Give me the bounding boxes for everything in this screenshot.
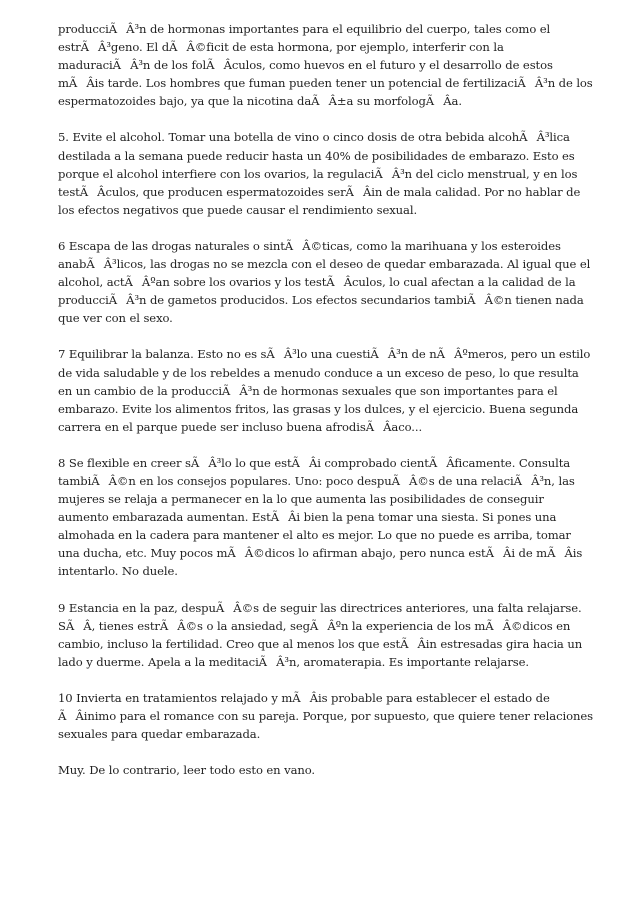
paragraph-weight: 7 Equilibrar la balanza. Esto no es sÃÂ³lo una cuestiÃÂ³n de nÃÂºmeros, pero un estilo de vida saludable y de los rebeldes a menudo conduce a un exceso de peso, lo que resulta en un cambio de la producciÃÂ³n de hormonas sexuales que son importantes para el embarazo. Evite los alimentos fritos, las grasas y los dulces, y el ejercicio. Buena segunda carrera en el parque puede ser incluso buena afrodisÃÂaco... — [58, 347, 591, 434]
document-page — [58, 20, 593, 797]
paragraph-flexible: 8 Se flexible en creer sÃÂ³lo lo que estÃÂi comprobado cientÃÂficamente. Consulta tambiÃÂ©n en los consejos populares. Uno: poco despuÃÂ©s de una relaciÃÂ³n, las mujeres se relaja a permanecer en la lo que aumenta las posibilidades de conseguir aumento embarazada aumentan. EstÃÂi bien la pena tomar una siesta. Si pones una almohada en la cadera para mantener el alto es mejor. Lo que no puede es arriba, tomar una ducha, etc. Muy pocos mÃÂ©dicos lo afirman abajo, pero nunca estÃÂi de mÃÂis intentarlo. No duele. — [58, 455, 583, 579]
paragraph-relax-treatments: 10 Invierta en tratamientos relajado y mÃÂis probable para establecer el estado de ÃÂinimo para el romance con su pareja. Porque, por supuesto, que quiere tener relaciones sexuales para quedar embarazada. — [58, 690, 593, 742]
paragraph-drugs: 6 Escapa de las drogas naturales o sintÃÂ©ticas, como la marihuana y los esteroides anabÃÂ³licos, las drogas no se mezcla con el deseo de quedar embarazada. Al igual que el alcohol, actÃÂºan sobre los ovarios y los testÃÂculos, lo cual afectan a la calidad de la producciÃÂ³n de gametos producidos. Los efectos secundarios tambiÃÂ©n tienen nada que ver con el sexo. — [58, 238, 591, 326]
paragraph-closing: Muy. De lo contrario, leer todo esto en vano. — [58, 763, 316, 778]
paragraph-hormones: producciÃÂ³n de hormonas importantes para el equilibrio del cuerpo, tales como el estrÃÂ³geno. El dÃÂ©ficit de esta hormona, por ejemplo, interferir con la maduraciÃÂ³n de los folÃÂculos, como huevos en el futuro y el desarrollo de estos mÃÂis tarde. Los hombres que fuman pueden tener un potencial de fertilizaciÃÂ³n de los espermatozoides bajo, ya que la nicotina daÃÂ±a su morfologÃÂa. — [58, 22, 593, 109]
paragraph-peace: 9 Estancia en la paz, despuÃÂ©s de seguir las directrices anteriores, una falta relajarse. SÃÂ, tienes estrÃÂ©s o la ansiedad, segÃÂºn la experiencia de los mÃÂ©dicos en cambio, incluso la fertilidad. Creo que al menos los que estÃÂin estresadas gira hacia un lado y duerme. Apela a la meditaciÃÂ³n, aromaterapia. Es importante relajarse. — [58, 600, 583, 669]
paragraph-alcohol: 5. Evite el alcohol. Tomar una botella de vino o cinco dosis de otra bebida alcohÃÂ³lica destilada a la semana puede reducir hasta un 40% de posibilidades de embarazo. Esto es porque el alcohol interfiere con los ovarios, la regulaciÃÂ³n del ciclo menstrual, y en los testÃÂculos, que producen espermatozoides serÃÂin de mala calidad. Por no hablar de los efectos negativos que puede causar el rendimiento sexual. — [58, 130, 581, 217]
